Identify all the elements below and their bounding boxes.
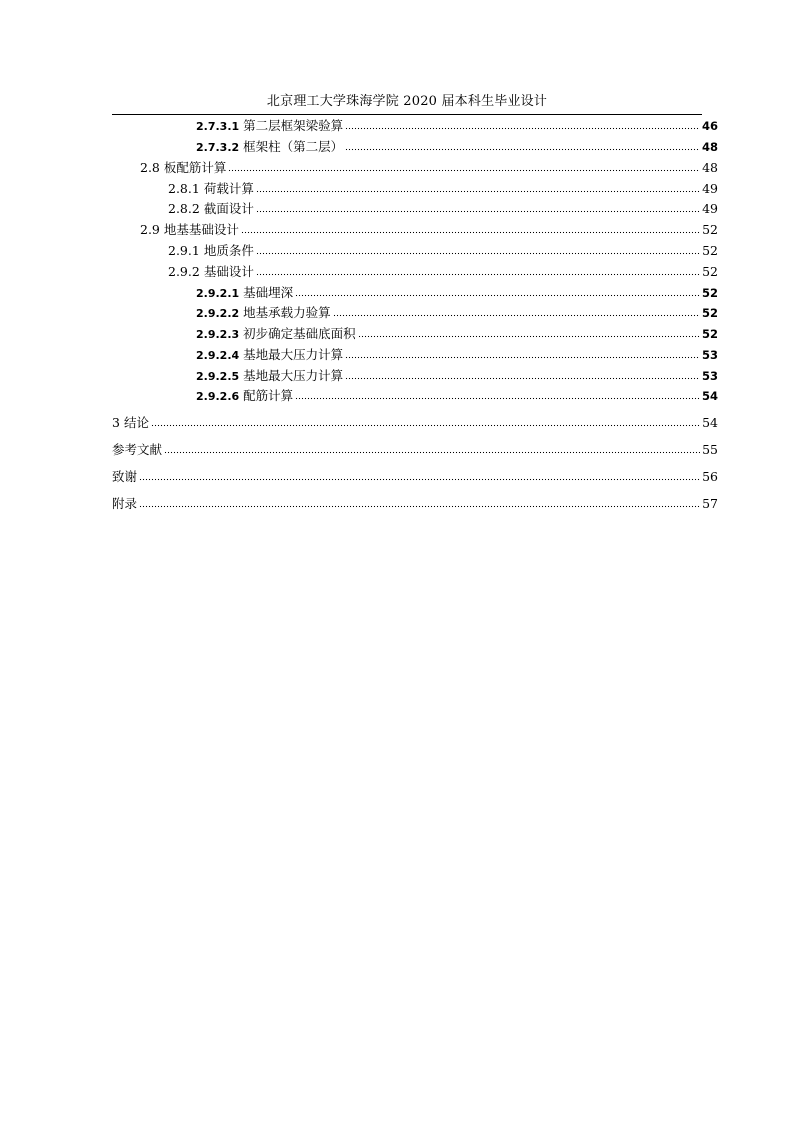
- toc-entry-page: 49: [702, 181, 718, 196]
- toc-entry-page: 48: [701, 140, 718, 154]
- toc-entry-page: 53: [701, 348, 718, 362]
- toc-entry-page: 52: [701, 327, 718, 341]
- toc-entry[interactable]: [196, 304, 718, 322]
- toc-entry-title: 结论: [123, 415, 149, 430]
- toc-entry[interactable]: [168, 242, 718, 260]
- toc-entry-title: 基础埋深: [243, 285, 294, 300]
- toc-entry-number: 2.9.2.5: [196, 370, 240, 383]
- toc-entry[interactable]: [140, 221, 718, 239]
- toc-entry-title: 地质条件: [203, 243, 254, 258]
- toc-entry-number: 2.9.2.6: [196, 390, 240, 403]
- toc-entry-number: 2.9.1: [168, 243, 200, 258]
- toc-entry[interactable]: [196, 117, 718, 135]
- toc-entry-title: 地基基础设计: [163, 222, 239, 237]
- toc-leader-dots: [139, 471, 700, 481]
- toc-entry-page: 55: [702, 442, 718, 457]
- toc-entry-number: 2.9: [140, 222, 160, 237]
- toc-leader-dots: [241, 224, 700, 234]
- toc-entry-page: 52: [702, 243, 718, 258]
- toc-entry-page: 54: [701, 389, 718, 403]
- toc-entry[interactable]: [196, 387, 718, 405]
- toc-entry-title: 附录: [112, 496, 138, 511]
- toc-leader-dots: [164, 444, 700, 454]
- toc-entry[interactable]: [168, 263, 718, 281]
- toc-entry[interactable]: [196, 284, 718, 302]
- toc-entry-number: 2.9.2.2: [196, 307, 240, 320]
- toc-leader-dots: [295, 287, 700, 297]
- toc-entry-number: 2.8.2: [168, 201, 200, 216]
- toc-leader-dots: [345, 120, 700, 130]
- toc-entry[interactable]: [196, 325, 718, 343]
- toc-entry-number: 2.7.3.2: [196, 141, 240, 154]
- toc-entry-number: 2.9.2: [168, 264, 200, 279]
- toc-entry-page: 52: [701, 286, 718, 300]
- toc-entry-title: 致谢: [112, 469, 138, 484]
- toc-entry[interactable]: [112, 495, 718, 513]
- toc-leader-dots: [139, 498, 700, 508]
- toc-entry-page: 46: [701, 119, 718, 133]
- toc-entry[interactable]: [168, 180, 718, 198]
- toc-entry-title: 初步确定基础底面积: [243, 326, 356, 341]
- toc-entry-title: 参考文献: [112, 442, 163, 457]
- toc-entry-number: 2.8.1: [168, 181, 200, 196]
- toc-leader-dots: [358, 328, 700, 338]
- toc-entry-number: 3: [112, 415, 120, 430]
- toc-entry[interactable]: [196, 346, 718, 364]
- toc-entry-title: 截面设计: [203, 201, 254, 216]
- toc-entry-page: 54: [702, 415, 718, 430]
- header-title: 北京理工大学珠海学院 2020 届本科生毕业设计: [266, 94, 548, 109]
- toc-entry-number: 2.7.3.1: [196, 120, 240, 133]
- toc-entry-page: 57: [702, 496, 718, 511]
- toc-leader-dots: [345, 370, 700, 380]
- toc-leader-dots: [256, 266, 700, 276]
- toc-entry-title: 框架柱（第二层）: [243, 139, 344, 154]
- toc-entry-page: 52: [702, 264, 718, 279]
- toc-entry-title: 基地最大压力计算: [243, 368, 344, 383]
- toc-entry[interactable]: [196, 138, 718, 156]
- toc-entry-title: 配筋计算: [243, 388, 294, 403]
- toc-leader-dots: [345, 141, 700, 151]
- toc-entry-title: 基地最大压力计算: [243, 347, 344, 362]
- toc-entry-page: 53: [701, 369, 718, 383]
- page-header: [112, 92, 702, 115]
- toc-entry-page: 52: [701, 306, 718, 320]
- toc-entry-number: 2.9.2.3: [196, 328, 240, 341]
- toc-entry-title: 地基承载力验算: [243, 305, 331, 320]
- toc-entry-title: 基础设计: [203, 264, 254, 279]
- toc-entry-page: 56: [702, 469, 718, 484]
- toc-leader-dots: [345, 349, 700, 359]
- toc-leader-dots: [256, 183, 700, 193]
- toc-entry-number: 2.9.2.1: [196, 287, 240, 300]
- toc-entry[interactable]: [112, 441, 718, 459]
- toc-leader-dots: [333, 307, 700, 317]
- toc-entry-page: 48: [702, 160, 718, 175]
- toc-entry[interactable]: [140, 159, 718, 177]
- toc-leader-dots: [295, 390, 700, 400]
- toc-entry-title: 第二层框架梁验算: [243, 118, 344, 133]
- toc-entry[interactable]: [112, 414, 718, 432]
- toc-entry-page: 49: [702, 201, 718, 216]
- toc-leader-dots: [228, 162, 700, 172]
- toc-entry-title: 荷载计算: [203, 181, 254, 196]
- toc-entry-number: 2.9.2.4: [196, 349, 240, 362]
- toc-entry-title: 板配筋计算: [163, 160, 227, 175]
- toc-entry-page: 52: [702, 222, 718, 237]
- toc-leader-dots: [256, 245, 700, 255]
- toc-leader-dots: [151, 417, 700, 427]
- toc-entry[interactable]: [196, 367, 718, 385]
- toc-entry[interactable]: [168, 200, 718, 218]
- toc-entry-number: 2.8: [140, 160, 160, 175]
- toc-leader-dots: [256, 203, 700, 213]
- toc-entry[interactable]: [112, 468, 718, 486]
